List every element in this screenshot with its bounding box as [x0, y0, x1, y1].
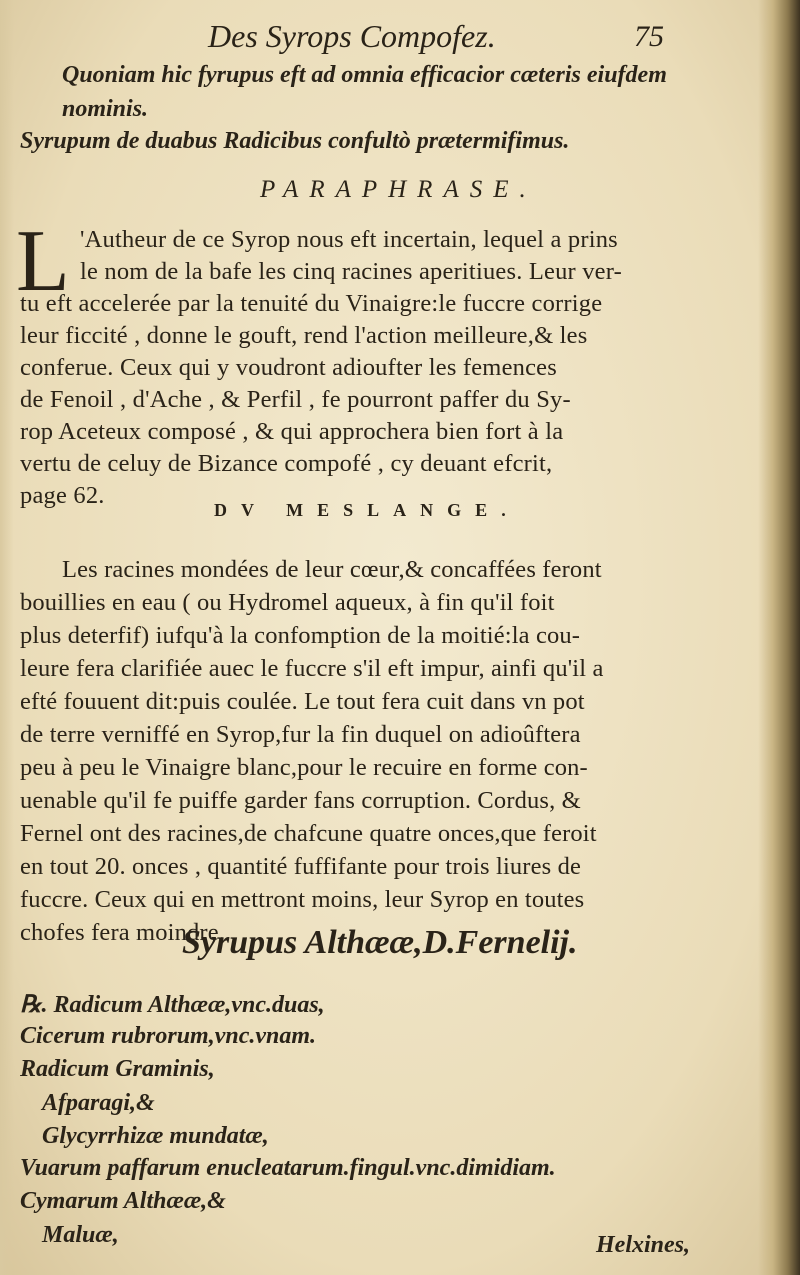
running-head: Des Syrops Compofez. — [208, 18, 496, 54]
recipe-line: Cicerum rubrorum,vnc.vnam. — [20, 1023, 317, 1049]
meslange-line: de terre verniffé en Syrop,fur la fin duquel on adioûftera — [20, 721, 581, 748]
meslange-line: en tout 20. onces , quantité fuffifante pour trois liures de — [20, 853, 582, 880]
recipe-title: Syrupus Althææ,D.Fernelij. — [182, 924, 578, 961]
paraphrase-line: tu eft accelerée par la tenuité du Vinaigre:le fuccre corrige — [20, 290, 603, 317]
recipe-line: Afparagi,& — [42, 1090, 155, 1116]
paraphrase-line: le nom de la bafe les cinq racines aperitiues. Leur ver- — [80, 258, 622, 285]
meslange-line: bouillies en eau ( ou Hydromel aqueux, à fin qu'il foit — [20, 589, 555, 616]
recipe-line: ℞. Radicum Althææ,vnc.duas, — [20, 992, 325, 1018]
recipe-line: Radicum Graminis, — [20, 1056, 215, 1082]
meslange-line: uenable qu'il fe puiffe garder fans corruption. Cordus, & — [20, 787, 581, 814]
drop-capital: L — [16, 213, 70, 310]
page-left-edge — [0, 0, 14, 1275]
recipe-line: Vuarum paffarum enucleatarum.fingul.vnc.dimidiam. — [20, 1155, 556, 1181]
meslange-line: efté fouuent dit:puis coulée. Le tout fera cuit dans vn pot — [20, 688, 585, 715]
intro-line-1: Quoniam hic fyrupus eft ad omnia efficacior cæteris eiufdem — [62, 62, 667, 88]
meslange-line: chofes fera moindre. — [20, 919, 226, 946]
recipe-line: Cymarum Althææ,& — [20, 1188, 226, 1214]
paraphrase-line: 'Autheur de ce Syrop nous eft incertain, lequel a prins — [80, 226, 618, 253]
paraphrase-line: de Fenoil , d'Ache , & Perfil , fe pourront paffer du Sy- — [20, 386, 571, 413]
paraphrase-line: conferue. Ceux qui y voudront adioufter les femences — [20, 354, 557, 381]
intro-line-2: nominis. — [62, 96, 149, 122]
intro-line-3: Syrupum de duabus Radicibus confultò prætermifimus. — [20, 128, 570, 154]
paraphrase-line: leur ficcité , donne le gouft, rend l'action meilleure,& les — [20, 322, 588, 349]
meslange-heading: DV MESLANGE. — [214, 500, 520, 520]
meslange-line: Fernel ont des racines,de chafcune quatre onces,que feroit — [20, 820, 597, 847]
paraphrase-line: vertu de celuy de Bizance compofé , cy deuant efcrit, — [20, 450, 553, 477]
recipe-line: Glycyrrhizæ mundatæ, — [42, 1123, 269, 1149]
page-number: 75 — [634, 20, 664, 53]
recipe-line: Maluæ, — [42, 1222, 119, 1248]
meslange-line: leure fera clarifiée auec le fuccre s'il eft impur, ainfi qu'il a — [20, 655, 604, 682]
paraphrase-line: rop Aceteux composé , & qui approchera bien fort à la — [20, 418, 564, 445]
meslange-line: Les racines mondées de leur cœur,& concaffées feront — [62, 556, 602, 583]
meslange-line: plus deterfif) iufqu'à la confomption de la moitié:la cou- — [20, 622, 581, 649]
meslange-line: peu à peu le Vinaigre blanc,pour le recuire en forme con- — [20, 754, 588, 781]
book-binding-edge — [758, 0, 800, 1275]
recipe-line: Helxines, — [596, 1232, 690, 1258]
meslange-line: fuccre. Ceux qui en mettront moins, leur Syrop en toutes — [20, 886, 585, 913]
paraphrase-line: page 62. — [20, 482, 105, 509]
paraphrase-heading: PARAPHRASE. — [260, 176, 537, 203]
